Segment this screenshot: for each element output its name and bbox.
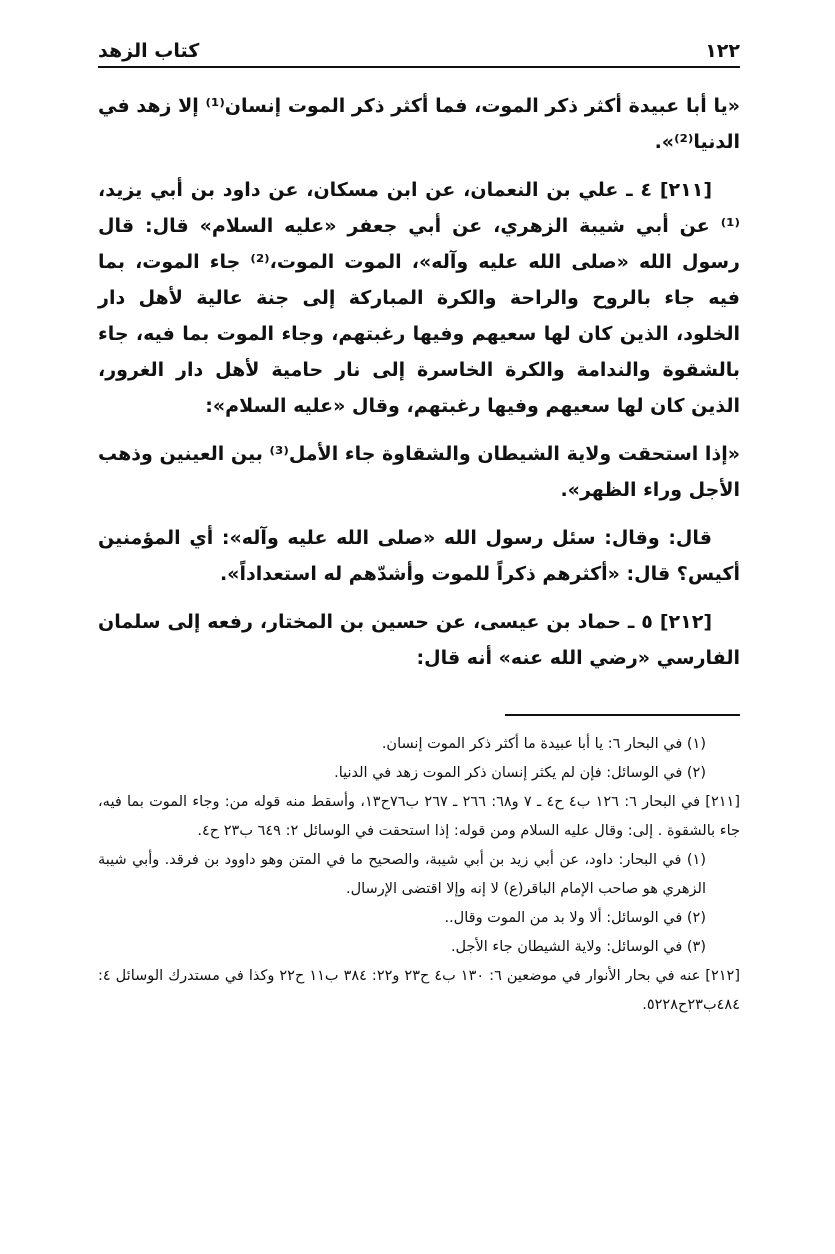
footnote: (١) في البحار: داود، عن أبي زيد بن أبي شيبة، والصحيح ما في المتن وهو داوود بن فرقد. وأبي شيبة الزهري هو صاحب الإمام الباقر(ع) لا إنه وإلا اقتضى الإرسال. [98,852,706,897]
footnote: (٢) في الوسائل: ألا ولا بد من الموت وقال.. [444,910,706,926]
footnote-separator [505,714,740,716]
footnote-reference: [٢١١] في البحار ٦: ١٢٦ ب٤ ح٤ ـ ٧ و٦٨: ٢٦٦ ـ ٢٦٧ ب٧٦ح١٣، وأسقط منه قوله من: وجاء الموت بما فيه، جاء بالشقوة . إلى: وقال عليه السلام ومن قوله: إذا استحقت في الوسائل ٢: ٦٤٩ ب٢٣ ح٤. [98,794,741,839]
footnote: (١) في البحار ٦: يا أبا عبيدة ما أكثر ذكر الموت إنسان. [381,736,706,752]
footnote: (٣) في الوسائل: ولاية الشيطان جاء الأجل. [450,939,706,955]
paragraph: [٢١١] ٤ ـ علي بن النعمان، عن ابن مسكان، عن داود بن أبي يزيد،⁽¹⁾ عن أبي شيبة الزهري، عن أبي جعفر «عليه السلام» قال: قال رسول الله «صلى الله عليه وآله»، الموت الموت،⁽²⁾ جاء الموت، بما فيه جاء بالروح والراحة والكرة المباركة إلى جنة عالية لأهل دار الخلود، الذين كان لها سعيهم وفيها رغبتهم، وجاء الموت بما فيه، جاء بالشقوة والندامة والكرة الخاسرة إلى نار حامية لأهل دار الغرور، الذين كان لها سعيهم وفيها رغبتهم، وقال «عليه السلام»: [98,179,740,417]
paragraph: [٢١٢] ٥ ـ حماد بن عيسى، عن حسين بن المختار، رفعه إلى سلمان الفارسي «رضي الله عنه» أنه قال: [98,611,740,669]
paragraph: قال: وقال: سئل رسول الله «صلى الله عليه وآله»: أي المؤمنين أكيس؟ قال: «أكثرهم ذكراً للموت وأشدّهم له استعداداً». [98,527,740,585]
footnote-reference: [٢١٢] عنه في بحار الأنوار في موضعين ٦: ١٣٠ ب٤ ح٢٣ و٢٢: ٣٨٤ ب١١ ح٢٢ وكذا في مستدرك الوسائل ٤: ٤٨٤ب٢٣ح٥٢٢٨. [98,968,740,1013]
paragraph: «إذا استحقت ولاية الشيطان والشقاوة جاء الأمل⁽³⁾ بين العينين وذهب الأجل وراء الظهر». [98,443,740,501]
main-text [98,88,740,676]
footnotes [98,730,740,1020]
book-page [98,26,740,1226]
paragraph: «يا أبا عبيدة أكثر ذكر الموت، فما أكثر ذكر الموت إنسان⁽¹⁾ إلا زهد في الدنيا⁽²⁾». [98,95,740,153]
page-number: ١٢٢ [705,40,740,62]
page-header [98,26,740,68]
footnote: (٢) في الوسائل: فإن لم يكثر إنسان ذكر الموت زهد في الدنيا. [334,765,706,781]
book-title: كتاب الزهد [98,40,200,62]
